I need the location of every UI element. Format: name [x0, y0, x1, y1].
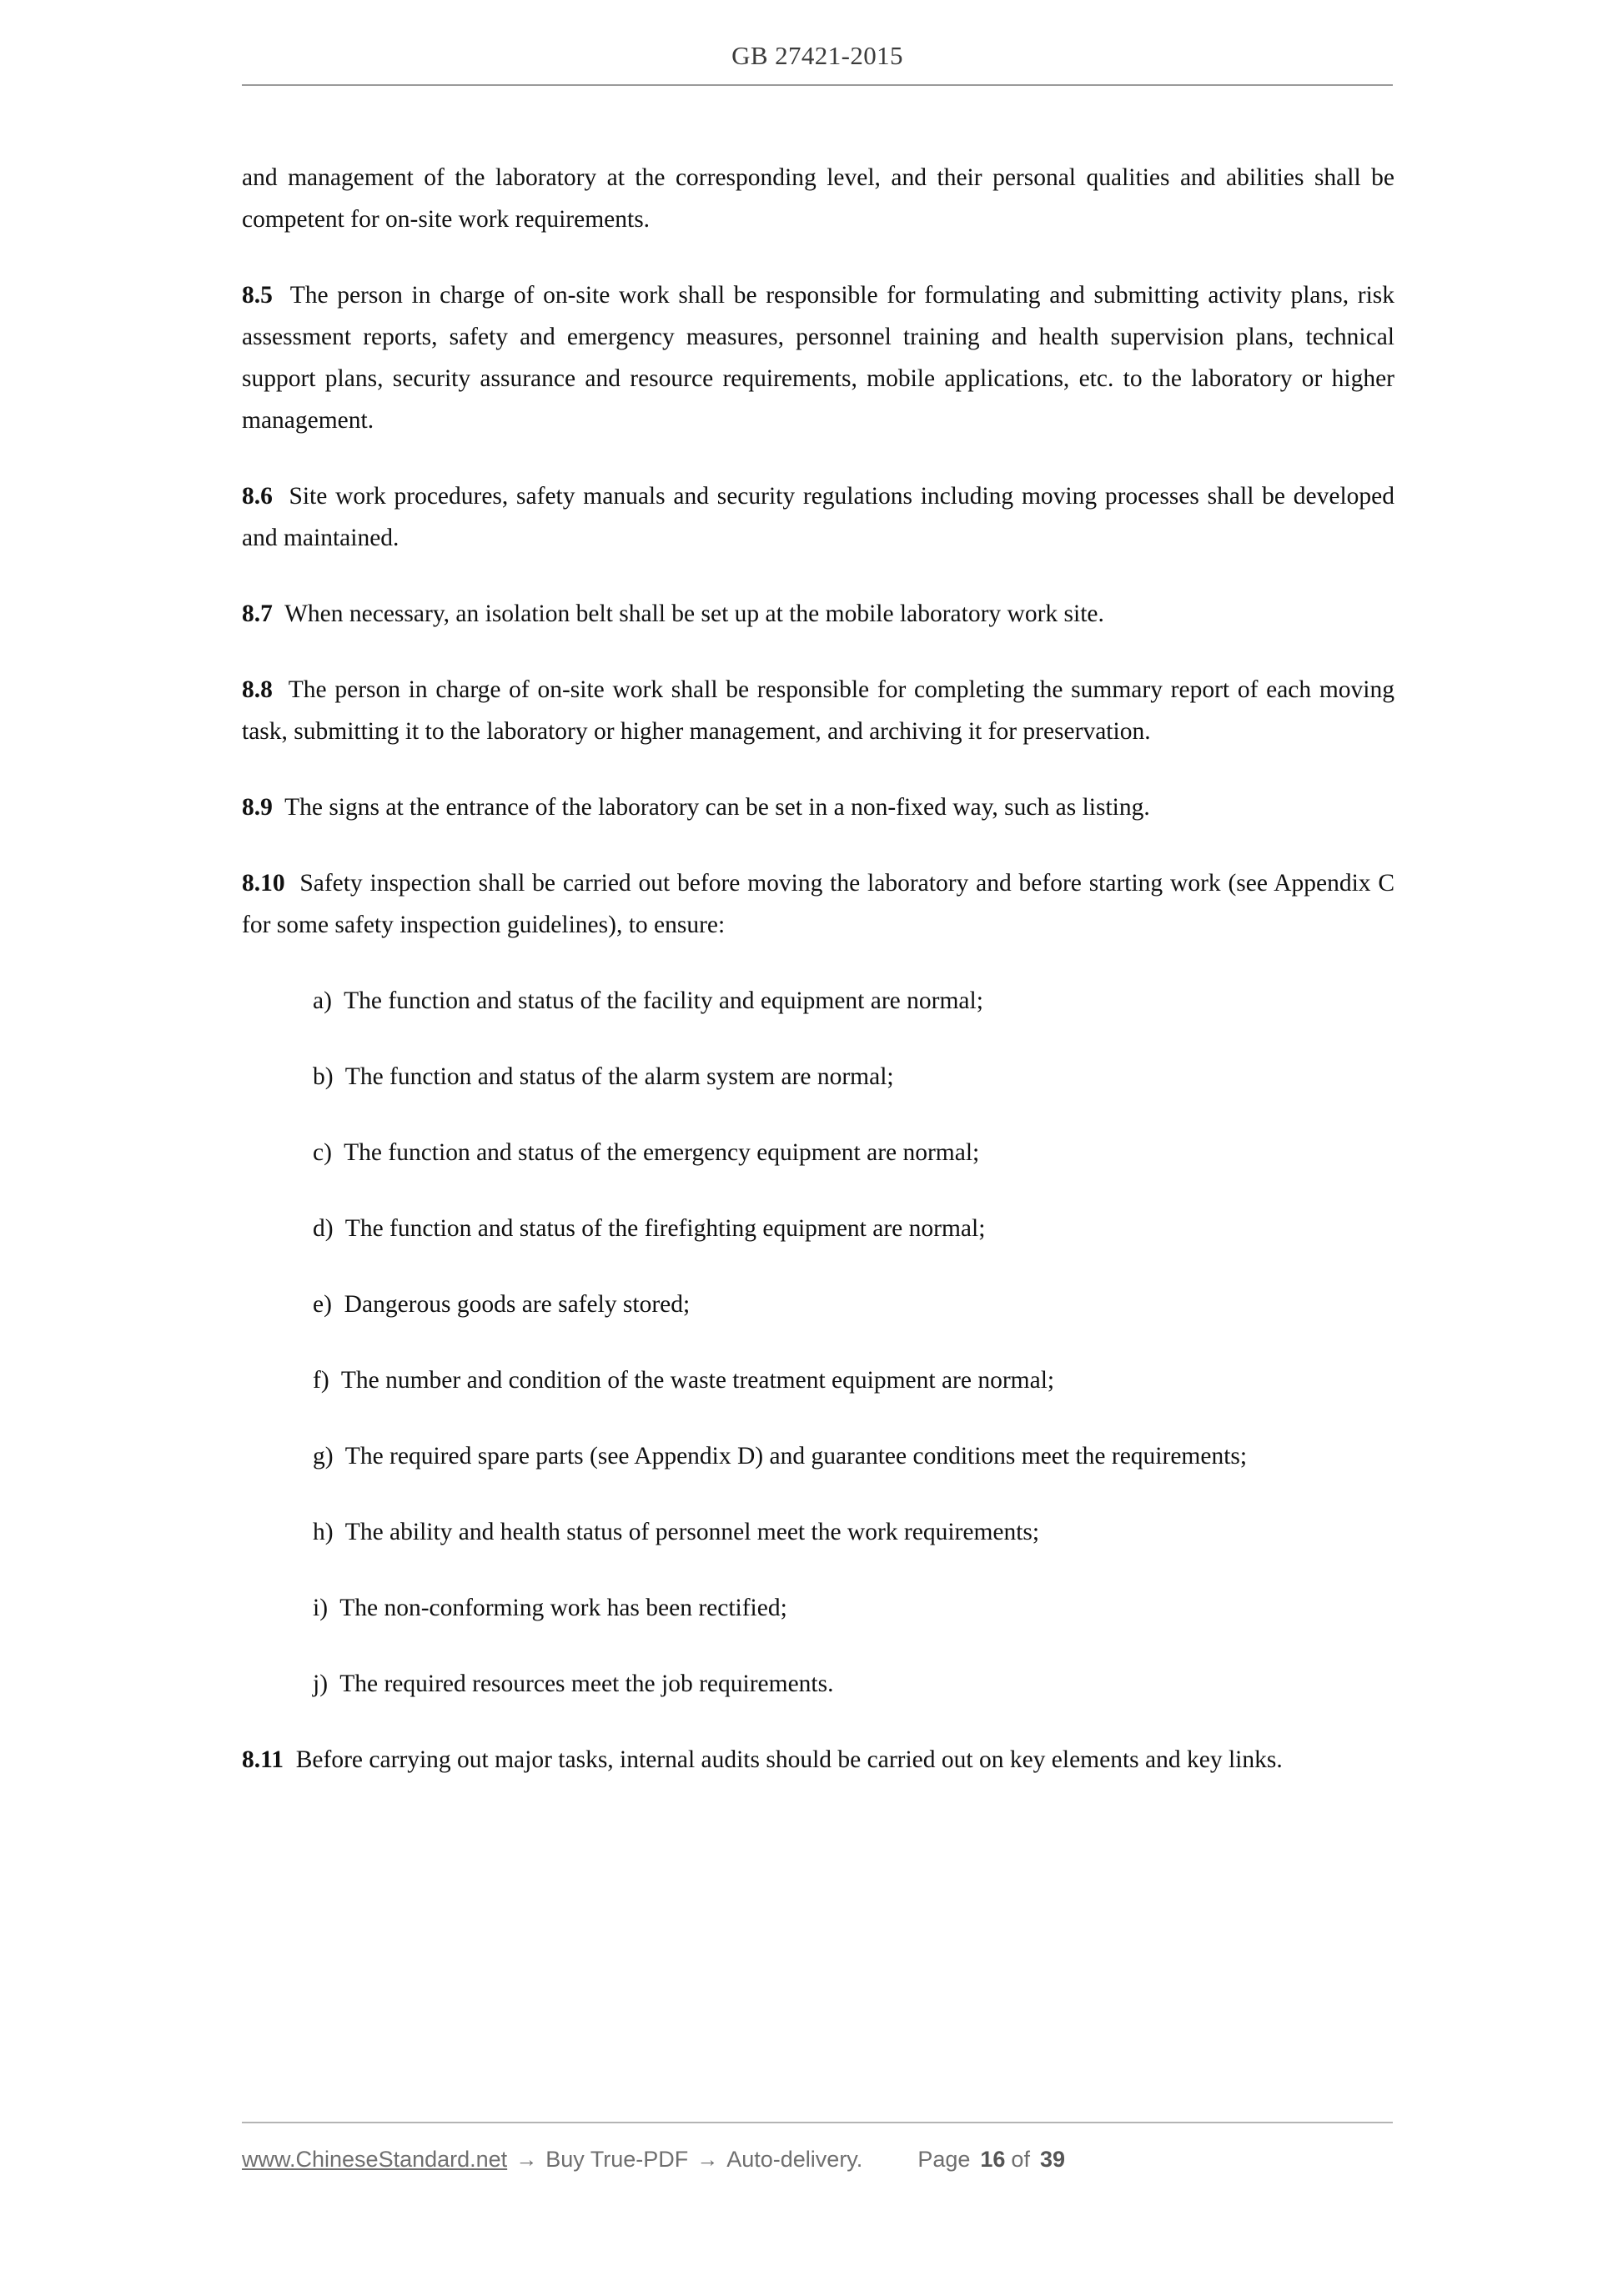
document-body — [242, 157, 1394, 1781]
section-text: Before carrying out major tasks, internal audits should be carried out on key elements and key links. — [295, 1746, 1283, 1773]
footer-content — [242, 2147, 1393, 2173]
page-number: 16 — [980, 2147, 1006, 2172]
section-text: When necessary, an isolation belt shall be set up at the mobile laboratory work site. — [284, 600, 1104, 627]
list-item — [290, 1511, 1394, 1553]
list-item-marker: h) — [313, 1519, 339, 1545]
intro-paragraph: and management of the laboratory at the corresponding level, and their personal qualities and abilities shall be competent for on-site work requirements. — [242, 164, 1394, 233]
list-item — [290, 1435, 1394, 1477]
footer-site-link[interactable]: www.ChineseStandard.net — [242, 2147, 508, 2172]
header-standard-number: GB 27421-2015 — [731, 41, 903, 70]
list-item-marker: e) — [313, 1291, 339, 1318]
list-item — [290, 1284, 1394, 1325]
list-item-marker: f) — [313, 1367, 336, 1394]
safety-inspection-checklist — [242, 980, 1394, 1705]
footer-divider — [242, 2122, 1393, 2123]
list-item-text: The function and status of the facility and equipment are normal; — [344, 987, 983, 1014]
page-label: Page — [917, 2147, 971, 2172]
page-total: 39 — [1039, 2147, 1065, 2172]
list-item-text: The ability and health status of personnel meet the work requirements; — [344, 1519, 1040, 1545]
section-text: The person in charge of on-site work shall be responsible for formulating and submitting activity plans, risk assessment reports, safety and emergency measures, personnel training and health supervision plans, technical support plans, security assurance and resource requirements, mobile applications, etc. to the laboratory or higher management. — [242, 282, 1395, 434]
page-footer — [242, 2122, 1393, 2173]
section-number: 8.11 — [242, 1746, 290, 1773]
section-8-11 — [242, 1739, 1394, 1781]
list-item — [290, 1132, 1394, 1173]
section-8-6 — [242, 475, 1394, 559]
section-text: The signs at the entrance of the laboratory can be set in a non-fixed way, such as listing. — [284, 794, 1150, 821]
list-item — [290, 980, 1394, 1022]
section-number: 8.10 — [242, 870, 293, 897]
section-8-9 — [242, 786, 1394, 828]
section-number: 8.5 — [242, 282, 282, 309]
section-number: 8.8 — [242, 676, 281, 703]
list-item — [290, 1359, 1394, 1401]
list-item-marker: b) — [313, 1063, 339, 1090]
section-text: Safety inspection shall be carried out before moving the laboratory and before starting work (see Appendix C for some safety inspection guidelines), to ensure: — [242, 870, 1395, 938]
section-number: 8.6 — [242, 483, 281, 510]
section-8-10 — [242, 862, 1394, 946]
list-item-text: The number and condition of the waste treatment equipment are normal; — [340, 1367, 1055, 1394]
section-8-8 — [242, 669, 1394, 752]
section-8-7 — [242, 593, 1394, 635]
footer-promo-buy-pdf: Buy True-PDF — [545, 2147, 689, 2172]
list-item-marker: a) — [313, 987, 339, 1014]
list-item-text: The required spare parts (see Appendix D) and guarantee conditions meet the requirements; — [344, 1443, 1248, 1470]
list-item-marker: j) — [313, 1671, 334, 1697]
list-item-text: The function and status of the firefighting equipment are normal; — [344, 1215, 986, 1242]
list-item-text: The function and status of the emergency equipment are normal; — [344, 1139, 980, 1166]
section-text: The person in charge of on-site work shall be responsible for completing the summary report of each moving task, submitting it to the laboratory or higher management, and archiving it for preservation. — [242, 676, 1395, 745]
header-divider — [242, 84, 1393, 86]
list-item-text: The non-conforming work has been rectified; — [339, 1595, 787, 1621]
section-text: Site work procedures, safety manuals and security regulations including moving processes shall be developed and maintained. — [242, 483, 1395, 551]
footer-promo-auto-delivery: Auto-delivery. — [726, 2147, 863, 2172]
list-item-marker: d) — [313, 1215, 339, 1242]
section-8-5 — [242, 274, 1394, 441]
section-number: 8.9 — [242, 794, 279, 821]
list-item — [290, 1208, 1394, 1249]
list-item — [290, 1056, 1394, 1098]
arrow-right-icon: → — [515, 2147, 538, 2172]
page-indicator — [917, 2147, 1071, 2173]
list-item — [290, 1663, 1394, 1705]
page-of-label: of — [1011, 2147, 1030, 2172]
list-item — [290, 1587, 1394, 1629]
section-number: 8.7 — [242, 600, 279, 627]
list-item-marker: i) — [313, 1595, 334, 1621]
list-item-text: The required resources meet the job requirements. — [339, 1671, 834, 1697]
list-item-text: The function and status of the alarm system are normal; — [344, 1063, 894, 1090]
list-item-marker: c) — [313, 1139, 339, 1166]
page-header — [242, 40, 1393, 93]
list-item-text: Dangerous goods are safely stored; — [344, 1291, 691, 1318]
arrow-right-icon: → — [696, 2147, 719, 2172]
list-item-marker: g) — [313, 1443, 339, 1470]
